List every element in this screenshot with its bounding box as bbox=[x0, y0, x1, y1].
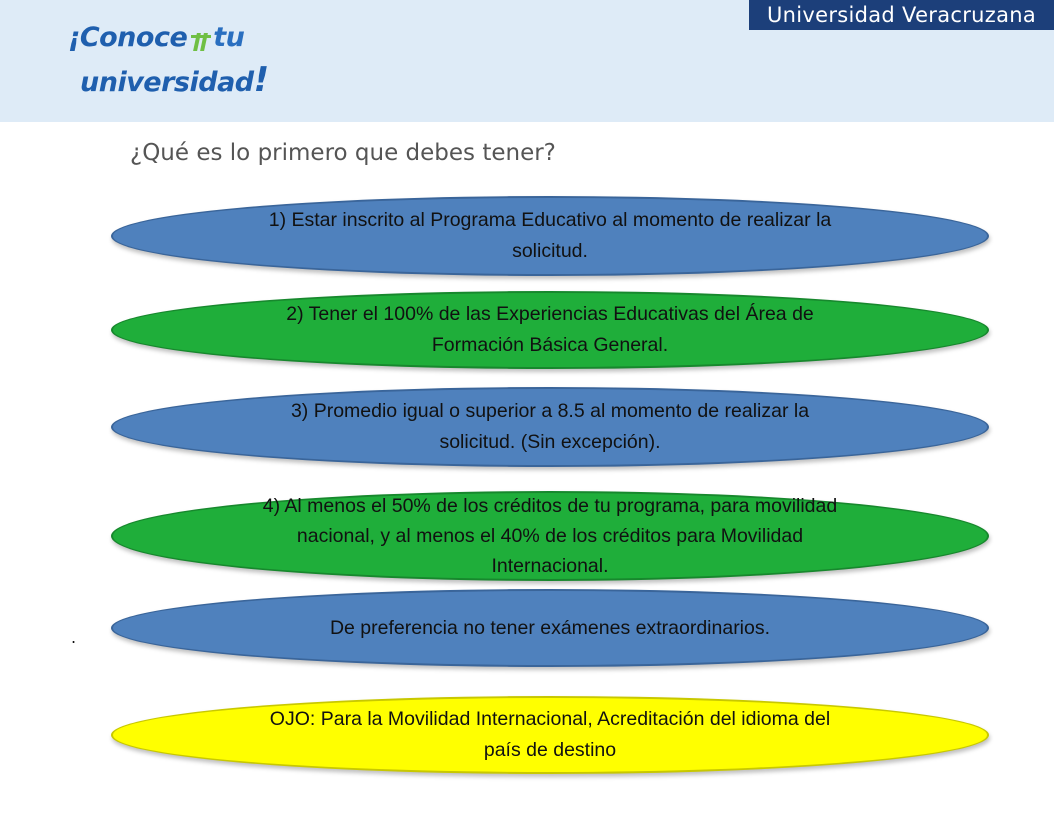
requirement-oval-1 bbox=[111, 196, 989, 276]
logo-text-bang: ! bbox=[253, 60, 269, 100]
requirement-oval-2 bbox=[111, 291, 989, 369]
logo-text-conoce: ¡Conoce bbox=[68, 22, 188, 53]
logo-text-universidad: universidad bbox=[80, 67, 254, 98]
requirement-text: 2) Tener el 100% de las Experiencias Educativas del Área de Formación Básica General. bbox=[286, 303, 814, 356]
header-band bbox=[0, 0, 1054, 122]
requirement-text: 4) Al menos el 50% de los créditos de tu programa, para movilidad nacional, y al menos el 40% de los créditos para Movilidad Internacional. bbox=[262, 495, 838, 577]
page-title: ¿Qué es lo primero que debes tener? bbox=[130, 140, 556, 166]
stray-bullet: . bbox=[71, 628, 77, 647]
requirement-text: De preferencia no tener exámenes extraordinarios. bbox=[329, 616, 771, 639]
requirement-oval-3 bbox=[111, 387, 989, 467]
requirement-text: 1) Estar inscrito al Programa Educativo al momento de realizar la solicitud. bbox=[268, 209, 832, 262]
logo-tu-mark-icon bbox=[191, 27, 213, 53]
note-text: OJO: Para la Movilidad Internacional, Acreditación del idioma del país de destino bbox=[269, 708, 831, 761]
requirement-oval-5 bbox=[111, 589, 989, 667]
institution-banner: Universidad Veracruzana bbox=[749, 0, 1054, 30]
logo-text-tu: tu bbox=[213, 22, 245, 53]
note-oval-ojo bbox=[111, 696, 989, 774]
logo-line1 bbox=[68, 22, 244, 53]
requirement-text: 3) Promedio igual o superior a 8.5 al momento de realizar la solicitud. (Sin excepción). bbox=[290, 400, 810, 453]
conoce-tu-universidad-logo bbox=[68, 22, 288, 102]
logo-line2 bbox=[80, 60, 269, 100]
requirement-oval-4 bbox=[111, 491, 989, 581]
